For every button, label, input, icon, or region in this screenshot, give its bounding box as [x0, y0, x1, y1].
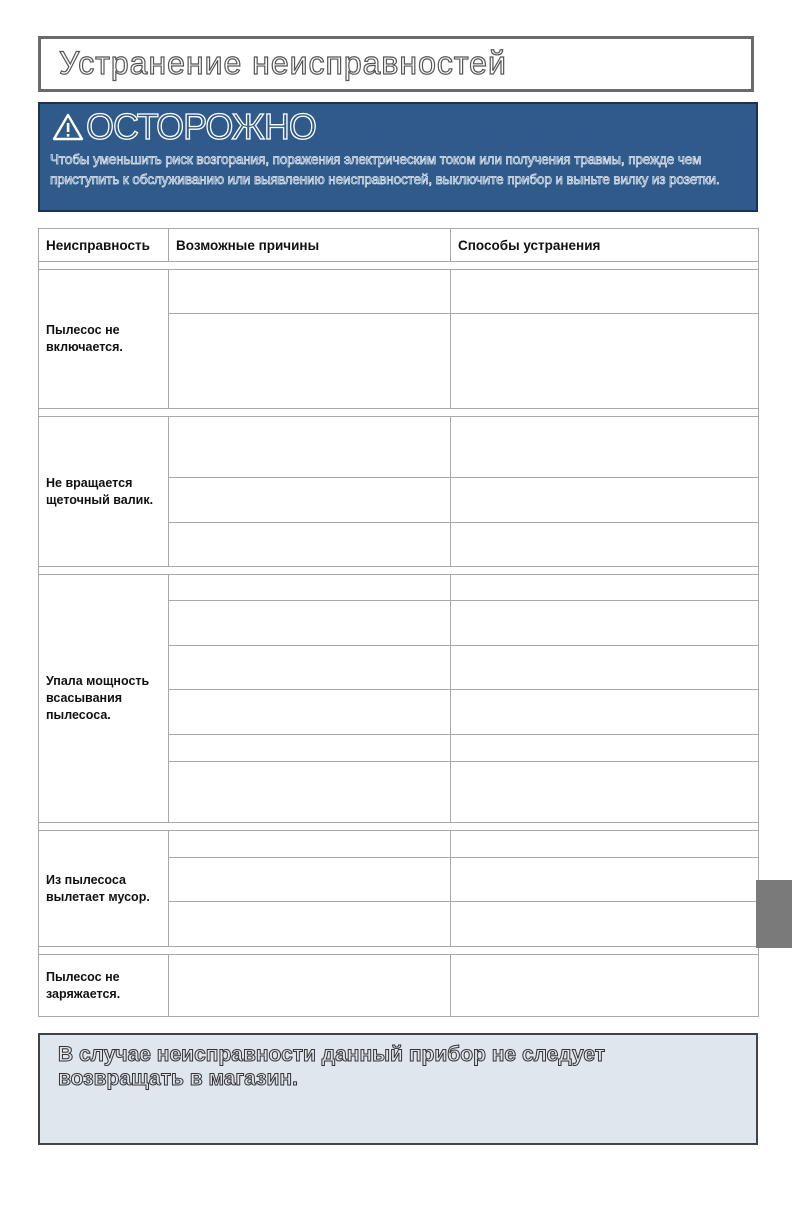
cause-cell: [169, 955, 451, 1017]
solution-cell: [451, 858, 759, 902]
problem-cell: Из пылесоса вылетает мусор.: [39, 831, 169, 947]
note-text: В случае неисправности данный прибор не следует возвращать в магазин.: [58, 1043, 606, 1090]
table-row: [39, 270, 759, 314]
table-row: [39, 417, 759, 478]
solution-cell: [451, 646, 759, 690]
solution-cell: [451, 601, 759, 646]
solution-cell: [451, 735, 759, 762]
caution-heading: [52, 106, 316, 148]
table-header-row: [39, 229, 759, 262]
cause-cell: [169, 858, 451, 902]
solution-cell: [451, 831, 759, 858]
cause-cell: [169, 690, 451, 735]
side-tab: [756, 880, 792, 948]
cause-cell: [169, 762, 451, 823]
header-causes: Возможные причины: [169, 229, 451, 262]
title-box: [38, 36, 754, 92]
cause-cell: [169, 270, 451, 314]
problem-cell: Упала мощность всасывания пылесоса.: [39, 575, 169, 823]
problem-cell: Пылесос не заряжается.: [39, 955, 169, 1017]
cause-cell: [169, 601, 451, 646]
cause-cell: [169, 478, 451, 523]
cause-cell: [169, 831, 451, 858]
table-row: [39, 575, 759, 601]
solution-cell: [451, 523, 759, 567]
note-box: [38, 1033, 758, 1145]
caution-text: Чтобы уменьшить риск возгорания, поражения электрическим током или получения травмы, прежде чем приступить к обслуживанию или выявлению неисправностей, выключите прибор и выньте вилку из розетки.: [50, 152, 720, 187]
solution-cell: [451, 270, 759, 314]
warning-triangle-icon: [52, 112, 84, 142]
solution-cell: [451, 314, 759, 409]
caution-word: ОСТОРОЖНО: [86, 106, 316, 147]
troubleshooting-table: [38, 228, 759, 1017]
problem-cell: Не вращается щеточный валик.: [39, 417, 169, 567]
cause-cell: [169, 314, 451, 409]
page-title: Устранение неисправностей: [59, 45, 507, 81]
problem-cell: Пылесос не включается.: [39, 270, 169, 409]
header-solutions: Способы устранения: [451, 229, 759, 262]
solution-cell: [451, 690, 759, 735]
solution-cell: [451, 417, 759, 478]
cause-cell: [169, 523, 451, 567]
caution-box: [38, 102, 758, 212]
header-problem: Неисправность: [39, 229, 169, 262]
solution-cell: [451, 478, 759, 523]
solution-cell: [451, 955, 759, 1017]
cause-cell: [169, 575, 451, 601]
table-row: [39, 955, 759, 1017]
solution-cell: [451, 902, 759, 947]
cause-cell: [169, 417, 451, 478]
cause-cell: [169, 902, 451, 947]
solution-cell: [451, 762, 759, 823]
table-row: [39, 831, 759, 858]
cause-cell: [169, 646, 451, 690]
solution-cell: [451, 575, 759, 601]
cause-cell: [169, 735, 451, 762]
